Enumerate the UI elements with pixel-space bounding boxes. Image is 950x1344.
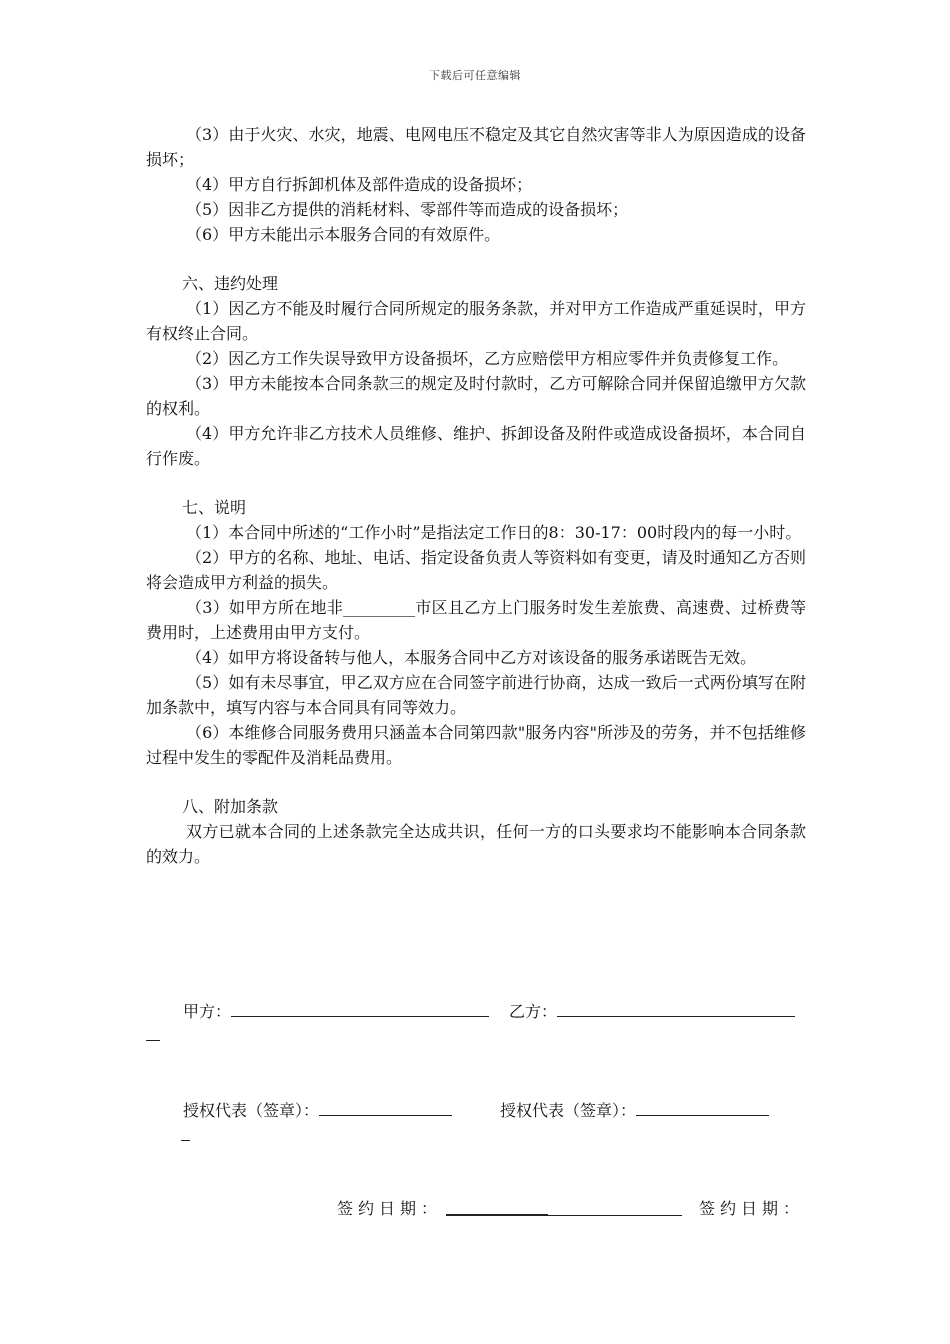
line-continuation (146, 1040, 160, 1041)
section5-item-6: （6）甲方未能出示本服务合同的有效原件。 (186, 225, 501, 244)
section7-item-4: （4）如甲方将设备转与他人，本服务合同中乙方对该设备的服务承诺既告无效。 (186, 648, 757, 667)
party-a-signature-line[interactable] (231, 998, 489, 1017)
rep-a-row (183, 1097, 452, 1121)
rep-b-row (500, 1097, 769, 1121)
contract-body (146, 122, 806, 869)
rep-a-label: 授权代表（签章）： (183, 1101, 320, 1120)
section5-item-4: （4）甲方自行拆卸机体及部件造成的设备损坏； (186, 175, 533, 194)
section7-item-6: （6）本维修合同服务费用只涵盖本合同第四款"服务内容"所涉及的劳务，并不包括维修过程中发生的零配件及消耗品费用。 (146, 723, 806, 767)
date-b-row (699, 1196, 804, 1219)
section6-item-2: （2）因乙方工作失误导致甲方设备损坏，乙方应赔偿甲方相应零件并负责修复工作。 (186, 349, 789, 368)
section6-title: 六、违约处理 (182, 274, 279, 293)
section7-item-5: （5）如有未尽事宜，甲乙双方应在合同签字前进行协商，达成一致后一式两份填写在附加条款中，填写内容与本合同具有同等效力。 (146, 673, 806, 717)
section5-item-5: （5）因非乙方提供的消耗材料、零部件等而造成的设备损坏； (186, 200, 629, 219)
date-b-label: 签约日期： (699, 1199, 805, 1218)
section7-item-3: （3）如甲方所在地非_________市区且乙方上门服务时发生差旅费、高速费、过桥费等费用时，上述费用由甲方支付。 (146, 598, 806, 642)
party-a-row (183, 998, 489, 1022)
date-a-row (337, 1196, 442, 1219)
section7-item-2: （2）甲方的名称、地址、电话、指定设备负责人等资料如有变更，请及时通知乙方否则将会造成甲方利益的损失。 (146, 548, 806, 592)
rep-a-signature-line[interactable] (319, 1097, 452, 1116)
section7-item-1: （1）本合同中所述的“工作小时”是指法定工作日的8：30-17：00时段内的每一小时。 (186, 523, 802, 542)
party-b-signature-line[interactable] (557, 998, 795, 1017)
page-header-note: 下载后可任意编辑 (429, 69, 521, 82)
date-a-label: 签约日期： (337, 1199, 443, 1218)
party-a-label: 甲方： (183, 1002, 232, 1021)
line-continuation (181, 1140, 190, 1141)
rep-b-signature-line[interactable] (636, 1097, 769, 1116)
date-a-line-bold (446, 1214, 548, 1216)
party-b-label: 乙方： (509, 1002, 558, 1021)
section5-item-3: （3）由于火灾、水灾，地震、电网电压不稳定及其它自然灾害等非人为原因造成的设备损坏； (146, 125, 806, 169)
section8-body: 双方已就本合同的上述条款完全达成共识，任何一方的口头要求均不能影响本合同条款的效力。 (146, 822, 806, 866)
section6-item-4: （4）甲方允许非乙方技术人员维修、维护、拆卸设备及附件或造成设备损坏，本合同自行作废。 (146, 424, 806, 468)
party-b-row (509, 998, 795, 1022)
section6-item-1: （1）因乙方不能及时履行合同所规定的服务条款，并对甲方工作造成严重延误时，甲方有权终止合同。 (146, 299, 806, 343)
section7-title: 七、说明 (182, 498, 247, 517)
section6-item-3: （3）甲方未能按本合同条款三的规定及时付款时，乙方可解除合同并保留追缴甲方欠款的权利。 (146, 374, 806, 418)
section8-title: 八、附加条款 (182, 797, 279, 816)
rep-b-label: 授权代表（签章）： (500, 1101, 637, 1120)
